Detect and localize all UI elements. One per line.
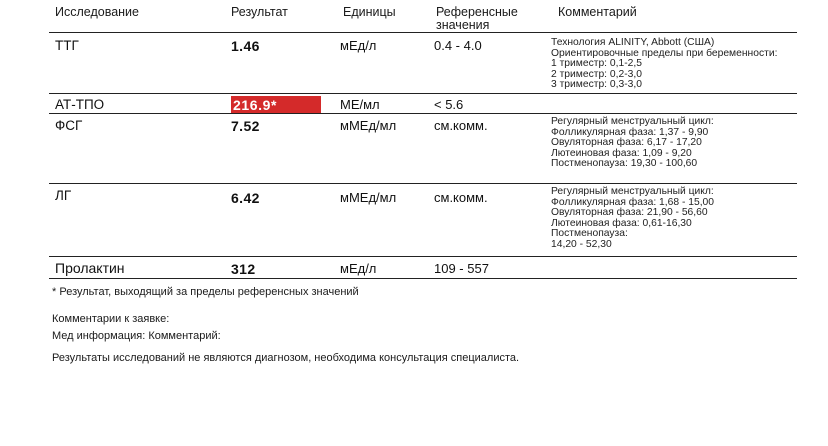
column-header-result: Результат bbox=[231, 5, 288, 19]
flag-note: * Результат, выходящий за пределы референсных значений bbox=[52, 286, 359, 298]
test-reference: 109 - 557 bbox=[434, 261, 489, 276]
test-result: 1.46 bbox=[231, 38, 260, 54]
disclaimer: Результаты исследований не являются диагнозом, необходима консультация специалиста. bbox=[52, 352, 520, 364]
test-reference: см.комм. bbox=[434, 118, 488, 133]
test-units: МЕ/мл bbox=[340, 97, 380, 112]
test-name: ЛГ bbox=[55, 188, 72, 203]
test-units: мМЕд/мл bbox=[340, 118, 397, 133]
test-units: мЕд/л bbox=[340, 38, 377, 53]
column-header-reference: Референсные значения bbox=[436, 5, 518, 32]
test-comment: Регулярный менструальный цикл: Фолликулярная фаза: 1,37 - 9,90 Овуляторная фаза: 6,17 - 17,20 Лютеиновая фаза: 1,09 - 9,20 Постменопауза: 19,30 - 100,60 bbox=[551, 116, 714, 170]
test-name: АТ-ТПО bbox=[55, 97, 105, 112]
test-reference: см.комм. bbox=[434, 190, 488, 205]
test-reference: 0.4 - 4.0 bbox=[434, 38, 482, 53]
column-header-test: Исследование bbox=[55, 5, 139, 19]
header-divider bbox=[49, 32, 797, 33]
test-comment: Технология ALINITY, Abbott (США) Ориентировочные пределы при беременности: 1 триместр: 0,1-2,5 2 триместр: 0,2-3,0 3 триместр: 0,3-3,0 bbox=[551, 37, 778, 91]
column-header-units: Единицы bbox=[343, 5, 396, 19]
row-divider bbox=[49, 113, 797, 114]
med-info: Мед информация: Комментарий: bbox=[52, 330, 221, 342]
test-reference: < 5.6 bbox=[434, 97, 464, 112]
test-units: мМЕд/мл bbox=[340, 190, 397, 205]
column-header-comment: Комментарий bbox=[558, 5, 637, 19]
test-comment: Регулярный менструальный цикл: Фолликулярная фаза: 1,68 - 15,00 Овуляторная фаза: 21,90 - 56,60 Лютеиновая фаза: 0,61-16,30 Постменопауза: 14,20 - 52,30 bbox=[551, 186, 715, 250]
test-result: 6.42 bbox=[231, 190, 260, 206]
table-bottom-divider bbox=[49, 278, 797, 279]
test-name: ТТГ bbox=[55, 38, 79, 53]
test-name: ФСГ bbox=[55, 118, 83, 133]
row-divider bbox=[49, 256, 797, 257]
test-units: мЕд/л bbox=[340, 261, 377, 276]
flagged-result: 216.9* bbox=[231, 96, 321, 114]
order-comments: Комментарии к заявке: bbox=[52, 313, 170, 325]
test-result: 312 bbox=[231, 261, 256, 277]
test-result: 7.52 bbox=[231, 118, 260, 134]
row-divider bbox=[49, 93, 797, 94]
test-name: Пролактин bbox=[55, 260, 125, 276]
row-divider bbox=[49, 183, 797, 184]
